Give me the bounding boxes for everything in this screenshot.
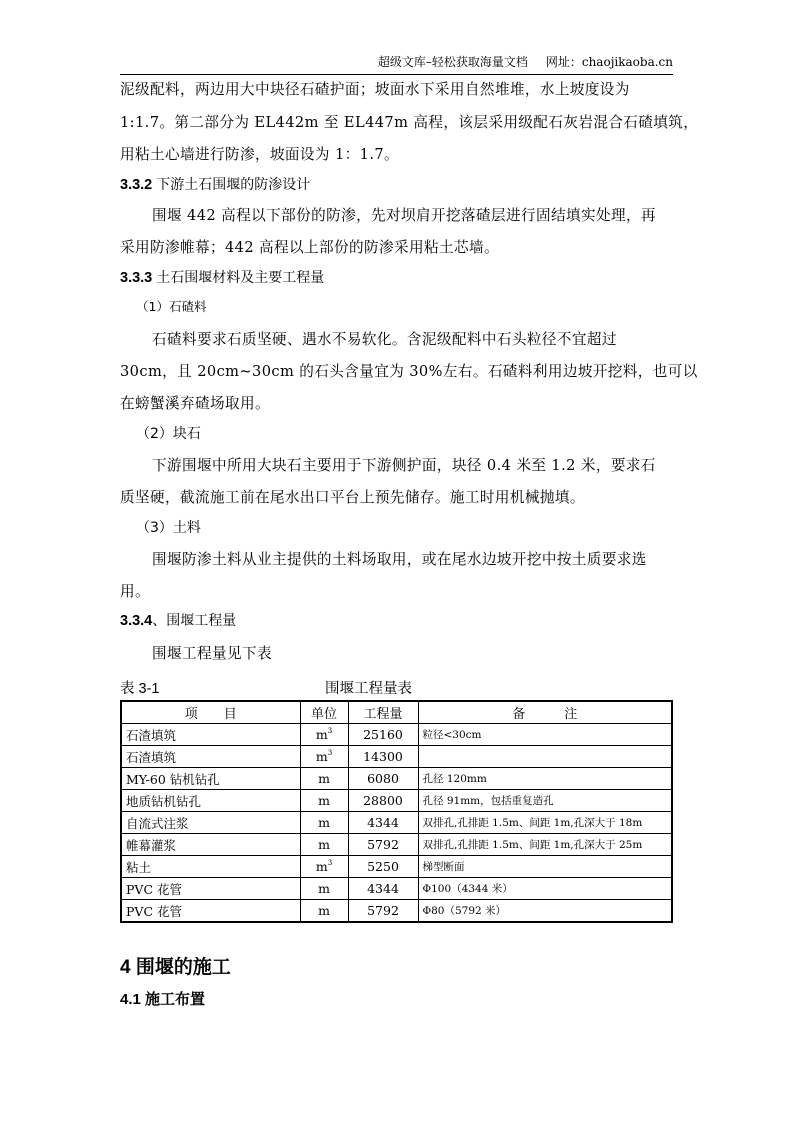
cell-note (418, 746, 672, 768)
table-title: 围堰工程量表 (325, 681, 412, 697)
header-note: 备 注 (418, 701, 672, 724)
unit-superscript: 3 (327, 859, 333, 867)
unit-text: m (318, 837, 330, 852)
table-row (121, 878, 672, 900)
table-label: 表 3-1 (120, 681, 160, 697)
header-unit: 单位 (300, 701, 348, 724)
quantities-table (120, 700, 673, 923)
cell-unit (300, 878, 348, 900)
header-site: 超级文库–轻松获取海量文档 (377, 55, 528, 69)
page-header (120, 54, 673, 75)
cell-qty: 25160 (348, 724, 418, 746)
unit-text: m (318, 793, 330, 808)
table-row (121, 790, 672, 812)
header-url: 网址：chaojikaoba.cn (545, 55, 673, 69)
cell-item: MY-60 钻机钻孔 (121, 768, 300, 790)
cell-qty: 5792 (348, 834, 418, 856)
paragraph-line: 在螃蟹溪弃碴场取用。 (120, 395, 270, 412)
paragraph-line: 用粘土心墙进行防渗，坡面设为 1：1.7。 (120, 146, 400, 163)
unit-text: m (318, 771, 330, 786)
cell-unit (300, 834, 348, 856)
table-row (121, 834, 672, 856)
section-number: 3.3.2 (120, 177, 153, 193)
paragraph-line: 泥级配料，两边用大中块径石碴护面；坡面水下采用自然堆堆，水上坡度设为 (120, 81, 630, 98)
cell-unit (300, 900, 348, 923)
section-title: 、围堰工程量 (152, 613, 237, 629)
cell-item: 地质钻机钻孔 (121, 790, 300, 812)
cell-item: PVC 花管 (121, 900, 300, 923)
cell-qty: 28800 (348, 790, 418, 812)
unit-superscript: 3 (327, 749, 333, 757)
table-row (121, 900, 672, 923)
table-row (121, 724, 672, 746)
cell-item: 石渣填筑 (121, 746, 300, 768)
subheading-1: （1）石碴料 (136, 299, 207, 314)
unit-superscript: 3 (327, 727, 333, 735)
cell-qty: 4344 (348, 812, 418, 834)
paragraph-line: 1:1.7。第二部分为 EL442m 至 EL447m 高程，该层采用级配石灰岩混合石碴填筑， (120, 114, 699, 131)
cell-note: 孔径 120mm (418, 768, 672, 790)
cell-note: 粒径<30cm (418, 724, 672, 746)
subheading-2: （2）块石 (136, 426, 201, 442)
subheading-3: （3）土料 (136, 520, 201, 536)
cell-unit (300, 790, 348, 812)
unit-text: m (318, 903, 330, 918)
heading-4: 4 围堰的施工 (120, 957, 231, 978)
header-qty: 工程量 (348, 701, 418, 724)
paragraph-line: 石碴料要求石质坚硬、遇水不易软化。含泥级配料中石头粒径不宜超过 (152, 331, 617, 348)
cell-item: 帷幕灌浆 (121, 834, 300, 856)
unit-text: m (315, 859, 328, 874)
unit-text: m (318, 815, 330, 830)
cell-qty: 5792 (348, 900, 418, 923)
unit-text: m (318, 881, 330, 896)
cell-qty: 4344 (348, 878, 418, 900)
cell-note: Φ100（4344 米） (418, 878, 672, 900)
cell-unit (300, 746, 348, 768)
table-row (121, 768, 672, 790)
cell-item: 粘土 (121, 856, 300, 878)
table-row (121, 746, 672, 768)
cell-unit (300, 768, 348, 790)
cell-unit (300, 812, 348, 834)
paragraph-line: 围堰防渗土料从业主提供的土料场取用，或在尾水边坡开挖中按土质要求选 (152, 551, 647, 568)
section-title: 土石围堰材料及主要工程量 (156, 270, 325, 286)
header-item: 项 目 (121, 701, 300, 724)
paragraph-line: 用。 (120, 583, 150, 600)
heading-3-3-2 (120, 175, 310, 195)
table-header-row (121, 701, 672, 724)
paragraph-line: 采用防渗帷幕；442 高程以上部份的防渗采用粘土芯墙。 (120, 239, 499, 256)
cell-item: 石渣填筑 (121, 724, 300, 746)
unit-text: m (315, 749, 328, 764)
cell-item: 自流式注浆 (121, 812, 300, 834)
cell-note: 梯型断面 (418, 856, 672, 878)
paragraph-line: 围堰工程量见下表 (152, 645, 272, 662)
cell-unit (300, 724, 348, 746)
section-number: 3.3.4 (120, 613, 153, 629)
section-number: 3.3.3 (120, 270, 153, 286)
cell-qty: 6080 (348, 768, 418, 790)
paragraph-line: 下游围堰中所用大块石主要用于下游侧护面，块径 0.4 米至 1.2 米，要求石 (152, 457, 656, 474)
unit-text: m (315, 727, 328, 742)
cell-qty: 14300 (348, 746, 418, 768)
table-row (121, 812, 672, 834)
cell-note: Φ80（5792 米） (418, 900, 672, 923)
cell-unit (300, 856, 348, 878)
cell-note: 双排孔,孔排距 1.5m、间距 1m,孔深大于 18m (418, 812, 672, 834)
cell-item: PVC 花管 (121, 878, 300, 900)
table-row (121, 856, 672, 878)
cell-note: 双排孔,孔排距 1.5m、间距 1m,孔深大于 25m (418, 834, 672, 856)
heading-3-3-4 (120, 611, 236, 631)
heading-3-3-3 (120, 268, 324, 288)
paragraph-line: 围堰 442 高程以下部份的防渗，先对坝肩开挖落碴层进行固结填实处理，再 (152, 207, 656, 224)
heading-4-1: 4.1 施工布置 (120, 991, 206, 1008)
cell-qty: 5250 (348, 856, 418, 878)
cell-note: 孔径 91mm，包括重复造孔 (418, 790, 672, 812)
paragraph-line: 30cm，且 20cm~30cm 的石头含量宜为 30%左右。石碴料利用边坡开挖料，也可以 (120, 363, 698, 380)
section-title: 下游土石围堰的防渗设计 (156, 177, 311, 193)
paragraph-line: 质坚硬，截流施工前在尾水出口平台上预先储存。施工时用机械抛填。 (120, 489, 585, 506)
